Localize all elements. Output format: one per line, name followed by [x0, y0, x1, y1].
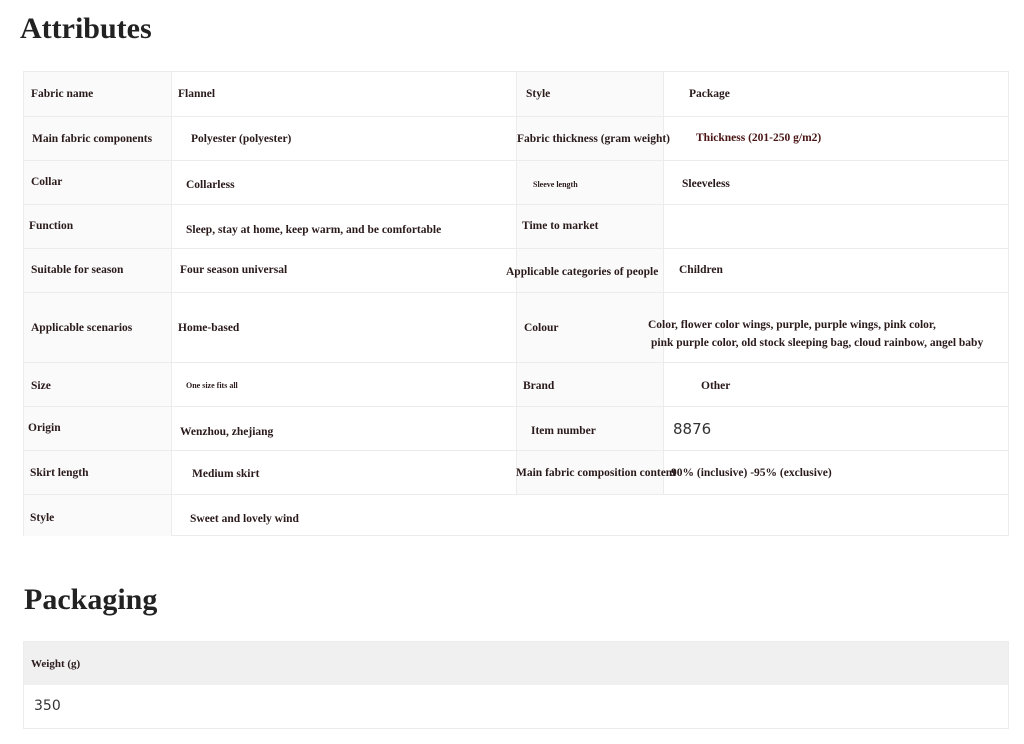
packaging-weight-value: 350 — [34, 698, 61, 714]
attr-value-main-fabric: Polyester (polyester) — [191, 133, 292, 145]
packaging-header-row — [24, 642, 1008, 685]
attr-label-main-fabric: Main fabric components — [32, 133, 153, 145]
attr-label-fabric-thickness: Fabric thickness (gram weight) — [517, 133, 670, 145]
attr-label-collar: Collar — [31, 176, 63, 188]
attr-label-season: Suitable for season — [31, 264, 124, 276]
attributes-heading: Attributes — [20, 12, 152, 45]
attr-value-collar: Collarless — [186, 179, 235, 191]
table-row — [24, 450, 1008, 494]
table-row — [24, 204, 1008, 248]
attr-label-origin: Origin — [28, 422, 61, 434]
table-row — [24, 160, 1008, 204]
attr-label-scenarios: Applicable scenarios — [31, 322, 133, 334]
attr-value-style-2: Sweet and lovely wind — [190, 513, 299, 525]
attributes-table — [23, 71, 1009, 536]
attr-value-fabric-name: Flannel — [178, 88, 216, 100]
packaging-table — [23, 641, 1009, 729]
attr-label-colour: Colour — [524, 322, 559, 334]
attr-value-sleeve-length: Sleeveless — [682, 178, 730, 190]
attr-label-style-2: Style — [30, 512, 55, 524]
attr-value-origin: Wenzhou, zhejiang — [180, 426, 274, 438]
packaging-heading: Packaging — [24, 583, 158, 616]
attr-label-time-to-market: Time to market — [522, 220, 599, 232]
table-row — [24, 248, 1008, 292]
attr-label-size: Size — [31, 380, 51, 392]
attr-label-brand: Brand — [523, 380, 555, 392]
table-row — [24, 116, 1008, 160]
attr-label-style: Style — [526, 88, 551, 100]
attr-value-colour-line2: pink purple color, old stock sleeping bag, cloud rainbow, angel baby — [651, 337, 984, 349]
attr-value-size: One size fits all — [186, 381, 238, 390]
packaging-value-row — [24, 685, 1008, 729]
attr-label-people: Applicable categories of people — [506, 266, 659, 278]
attr-value-colour-line1: Color, flower color wings, purple, purple wings, pink color, — [648, 319, 936, 331]
table-row — [24, 406, 1008, 450]
attr-value-style: Package — [689, 88, 730, 100]
table-row — [24, 292, 1008, 362]
table-row — [24, 494, 1008, 536]
attr-label-item-number: Item number — [531, 425, 596, 437]
attr-value-item-number: 8876 — [673, 420, 712, 438]
table-row — [24, 72, 1008, 116]
attr-value-function: Sleep, stay at home, keep warm, and be comfortable — [186, 224, 442, 236]
attr-label-fabric-name: Fabric name — [31, 88, 94, 100]
attr-label-sleeve-length: Sleeve length — [533, 180, 578, 189]
attr-value-skirt-length: Medium skirt — [192, 468, 260, 480]
attr-value-season: Four season universal — [180, 264, 288, 276]
attr-value-brand: Other — [701, 380, 731, 392]
attr-label-skirt-length: Skirt length — [30, 467, 89, 479]
attr-label-composition: Main fabric composition content — [516, 467, 677, 479]
table-row — [24, 362, 1008, 406]
attr-value-scenarios: Home-based — [178, 322, 240, 334]
attr-label-function: Function — [29, 220, 74, 232]
attr-value-people: Children — [679, 264, 723, 276]
attr-value-fabric-thickness: Thickness (201-250 g/m2) — [696, 132, 822, 144]
packaging-weight-label: Weight (g) — [31, 658, 81, 670]
attr-value-composition: 90% (inclusive) -95% (exclusive) — [671, 467, 832, 479]
